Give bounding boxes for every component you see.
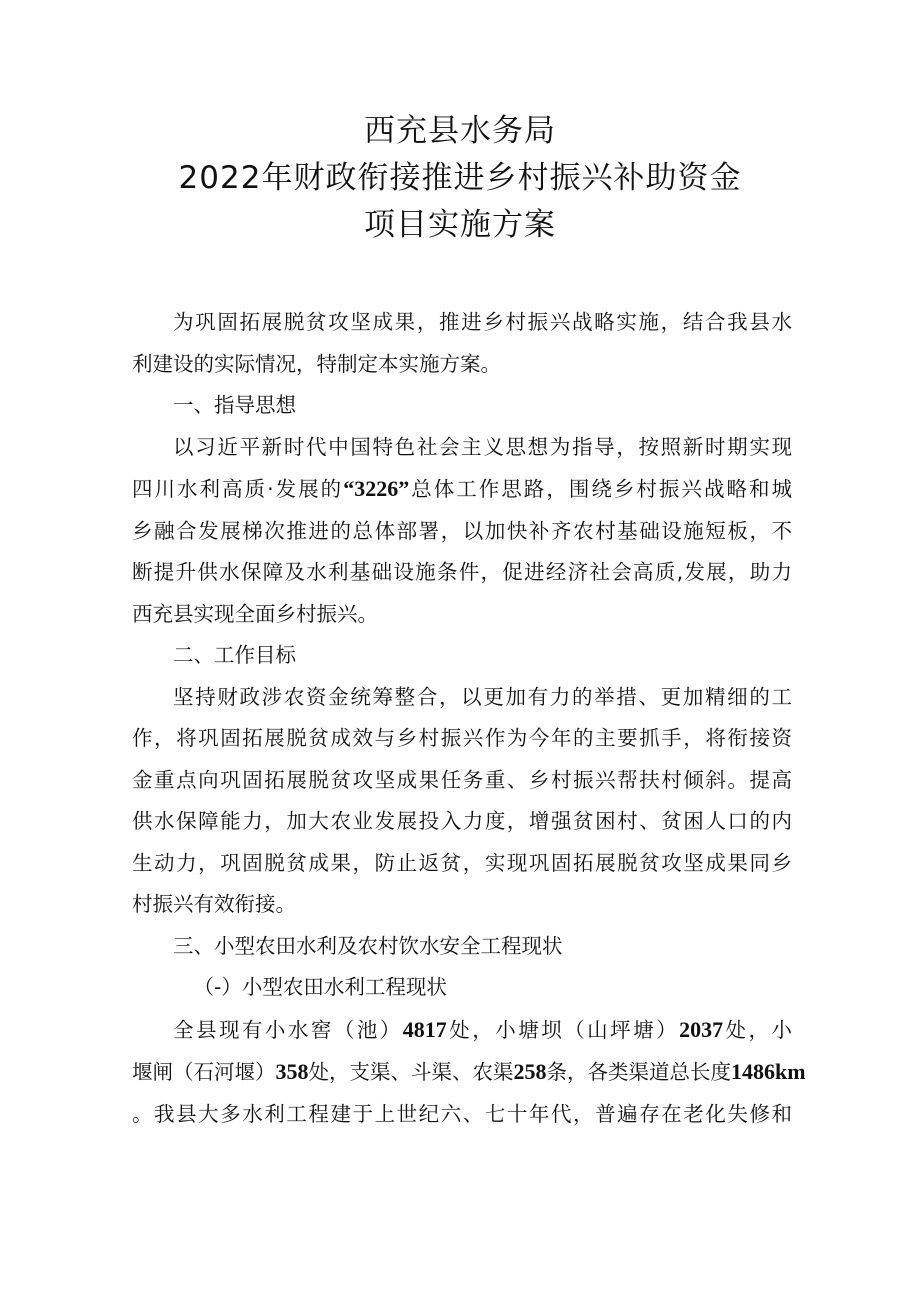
- paragraph-line: 村振兴有效衔接。: [132, 892, 296, 916]
- paragraph-text: 四川水利高质·发展的: [132, 477, 344, 501]
- paragraph-text: 条，各类渠道总长度: [546, 1060, 731, 1084]
- paragraph-line: 。我县大多水利工程建于上世纪六、七十年代，普遍存在老化失修和: [132, 1101, 792, 1126]
- quote-number: “3226”: [343, 476, 410, 501]
- paragraph-text: 堰闸（石河堰）: [132, 1060, 276, 1084]
- section-heading-guiding-thought: 一、指导思想: [173, 393, 296, 417]
- intro-line: 利建设的实际情况，特制定本实施方案。: [132, 351, 501, 376]
- count-weirs: 358: [275, 1059, 309, 1084]
- paragraph-text: 处，支渠、斗渠、农渠: [308, 1060, 514, 1084]
- paragraph-line: 以习近平新时代中国特色社会主义思想为指导，按照新时期实现: [173, 434, 792, 459]
- count-ponds: 2037: [679, 1016, 724, 1042]
- subsection-heading-farmland-irrigation: （-）小型农田水利工程现状: [193, 975, 447, 999]
- intro-paragraph: [132, 302, 792, 385]
- intro-line: 为巩固拓展脱贫攻坚成果，推进乡村振兴战略实施，结合我县水: [173, 310, 792, 334]
- paragraph-line: [132, 468, 792, 511]
- paragraph-line: 生动力，巩固脱贫成果，防止返贫，实现巩固拓展脱贫攻坚成果同乡: [132, 850, 792, 875]
- paragraph-line: 断提升供水保障及水利基础设施条件，促进经济社会高质,发展，助力: [132, 560, 792, 584]
- count-water-cellars: 4817: [402, 1016, 447, 1042]
- paragraph-text: 处，小: [723, 1017, 793, 1042]
- paragraph-line: 供水保障能力，加大农业发展投入力度，增强贫困村、贫困人口的内: [132, 809, 792, 833]
- paragraph-line: 作，将巩固拓展脱贫成效与乡村振兴作为今年的主要抓手，将衔接资: [132, 726, 792, 750]
- count-channels: 258: [513, 1059, 547, 1084]
- paragraph-line: 金重点向巩固拓展脱贫攻坚成果任务重、乡村振兴帮扶村倾斜。提高: [132, 767, 792, 792]
- paragraph-text: 全县现有小水窖（池）: [173, 1017, 403, 1042]
- guiding-thought-paragraph: [132, 427, 792, 636]
- paragraph-line: 坚持财政涉农资金统筹整合，以更加有力的举措、更加精细的工: [173, 684, 792, 709]
- paragraph-line: 西充县实现全面乡村振兴。: [132, 601, 378, 626]
- paragraph-text: 总体工作思路，围绕乡村振兴战略和城: [409, 477, 792, 501]
- title-line-agency: 西充县水务局: [364, 113, 556, 149]
- title-line-plan: 项目实施方案: [364, 207, 556, 243]
- farmland-irrigation-paragraph: [132, 1009, 806, 1136]
- title-line-subject: 2022年财政衔接推进乡村振兴补助资金: [178, 160, 742, 196]
- paragraph-line: [132, 1051, 806, 1094]
- paragraph-line: [132, 1009, 792, 1052]
- section-heading-work-goals: 二、工作目标: [173, 643, 296, 667]
- document-title: [0, 108, 920, 249]
- section-heading-current-status: 三、小型农田水利及农村饮水安全工程现状: [173, 933, 563, 958]
- paragraph-text: 处，小塘坝（山坪塘）: [446, 1017, 680, 1042]
- channel-total-length: 1486km: [731, 1059, 806, 1084]
- paragraph-line: 乡融合发展梯次推进的总体部署，以加快补齐农村基础设施短板，不: [132, 518, 792, 543]
- document-body: [132, 302, 806, 1135]
- work-goals-paragraph: [132, 677, 792, 926]
